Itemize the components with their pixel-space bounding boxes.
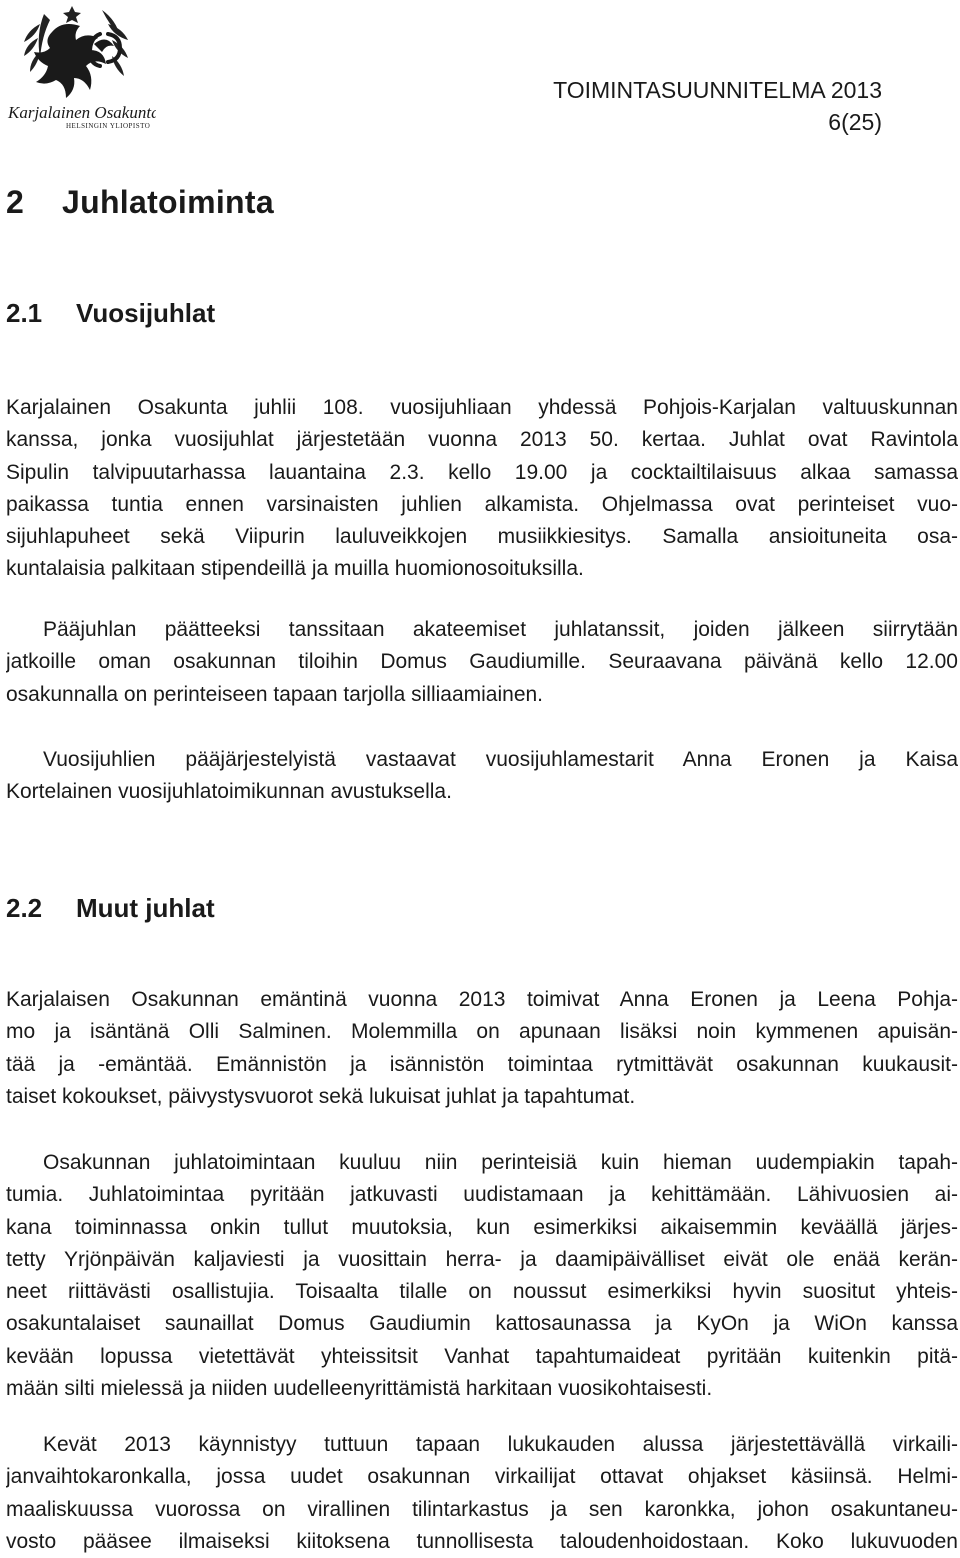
text-line: paikassa tuntia ennen varsinaisten juhlien alkamista. Ohjelmassa ovat perinteiset vuo- — [6, 492, 958, 516]
text-line: jatkoille oman osakunnan tiloihin Domus Gaudiumille. Seuraavana päivänä kello 12.00 — [6, 650, 958, 674]
paragraph — [6, 1147, 958, 1405]
text-line: janvaihtokaronkalla, jossa uudet osakunnan virkailijat ottavat ohjakset käsiinsä. Helmi- — [6, 1465, 958, 1489]
text-line: mo ja isäntänä Olli Salminen. Molemmilla on apunaan lisäksi noin kymmenen apuisän- — [6, 1020, 958, 1044]
text-line: neet riittävästi osallistujia. Toisaalta tilalle on noussut esimerkiksi hyvin suositut yhteis- — [6, 1280, 958, 1304]
paragraph — [6, 744, 958, 809]
subsection-heading-muut-juhlat — [6, 893, 215, 924]
paragraph — [6, 984, 958, 1113]
text-line: kanssa, jonka vuosijuhlat järjestetään vuonna 2013 50. kertaa. Juhlat ovat Ravintola — [6, 428, 958, 452]
text-line: Karjalaisen Osakunnan emäntinä vuonna 2013 toimivat Anna Eronen ja Leena Pohja- — [6, 988, 958, 1011]
subsection-number: 2.2 — [6, 893, 43, 923]
text-line: Karjalainen Osakunta juhlii 108. vuosijuhliaan yhdessä Pohjois-Karjalan valtuuskunnan — [6, 396, 958, 419]
text-line: tumia. Juhlatoimintaa pyritään jatkuvasti uudistamaan ja kehittämään. Lähivuosien ai- — [6, 1183, 958, 1207]
text-line: osakuntalaiset saunaillat Domus Gaudiumin kattosaunassa ja KyOn ja WiOn kanssa — [6, 1312, 958, 1336]
text-line: tää ja -emäntää. Emännistön ja isännistön toimintaa rytmittävät osakunnan kuukausit- — [6, 1052, 958, 1076]
text-line: Vuosijuhlien pääjärjestelyistä vastaavat vuosijuhlamestarit Anna Eronen ja Kaisa — [43, 748, 958, 771]
paragraph — [6, 614, 958, 711]
section-number: 2 — [6, 184, 25, 220]
bear-silhouette-icon — [34, 24, 114, 98]
section-title: Juhlatoiminta — [62, 184, 274, 220]
subsection-number: 2.1 — [6, 298, 43, 328]
text-line: Pääjuhlan päätteeksi tanssitaan akateemiset juhlatanssit, joiden jälkeen siirrytään — [43, 618, 958, 641]
text-line: vosto pääsee ilmaiseksi kiitoksena tunnollisesta taloudenhoidostaan. Koko lukuvuoden — [6, 1529, 958, 1553]
logo-text: Karjalainen Osakunta — [8, 103, 156, 122]
subsection-title: Vuosijuhlat — [76, 298, 216, 328]
page-number: 6(25) — [828, 109, 882, 135]
paragraph — [6, 1429, 958, 1558]
subsection-title: Muut juhlat — [76, 893, 215, 923]
text-line: Sipulin talvipuutarhassa lauantaina 2.3. kello 19.00 ja cocktailtilaisuus alkaa samassa — [6, 460, 958, 484]
text-line: tetty Yrjönpäivän kaljaviesti ja vuosittain herra- ja daamipäivälliset eivät ole enää kerän- — [6, 1247, 958, 1271]
text-line: mään silti mielessä ja niiden uudelleenyrittämistä harkitaan vuosikohtaisesti. — [6, 1377, 713, 1401]
logo-subtext: HELSINGIN YLIOPISTO — [66, 122, 151, 130]
section-heading — [6, 184, 274, 221]
text-line: maaliskuussa vuorossa on virallinen tilintarkastus ja sen karonkka, johon osakuntaneu- — [6, 1497, 958, 1521]
text-line: kana toiminnassa onkin tullut muutoksia, kun esimerkiksi aikaisemmin keväällä järjes- — [6, 1215, 958, 1239]
text-line: Osakunnan juhlatoimintaan kuuluu niin perinteisiä kuin hieman uudempiakin tapah- — [43, 1151, 958, 1174]
logo — [4, 4, 156, 132]
text-line: osakunnalla on perinteiseen tapaan tarjolla silliaamiainen. — [6, 682, 544, 706]
text-line: taiset kokoukset, päivystysvuorot sekä lukuisat juhlat ja tapahtumat. — [6, 1084, 636, 1108]
text-line: Kevät 2013 käynnistyy tuttuun tapaan lukukauden alussa järjestettävällä virkaili- — [43, 1433, 958, 1456]
text-line: sijuhlapuheet sekä Viipurin lauluveikkojen musiikkiesitys. Samalla ansioituneita osa- — [6, 525, 958, 549]
text-line: kevään lopussa vietettävät yhteissitsit Vanhat tapahtumaideat pyritään kuitenkin pitä- — [6, 1344, 958, 1368]
logo-emblem-icon — [4, 4, 156, 132]
paragraph — [6, 392, 958, 586]
subsection-heading-vuosijuhlat — [6, 298, 215, 329]
text-line: kuntalaisia palkitaan stipendeillä ja muilla huomionosoituksilla. — [6, 557, 584, 581]
document-title: TOIMINTASUUNNITELMA 2013 — [553, 77, 882, 103]
text-line: Kortelainen vuosijuhlatoimikunnan avustuksella. — [6, 780, 452, 804]
page-header — [553, 74, 882, 138]
